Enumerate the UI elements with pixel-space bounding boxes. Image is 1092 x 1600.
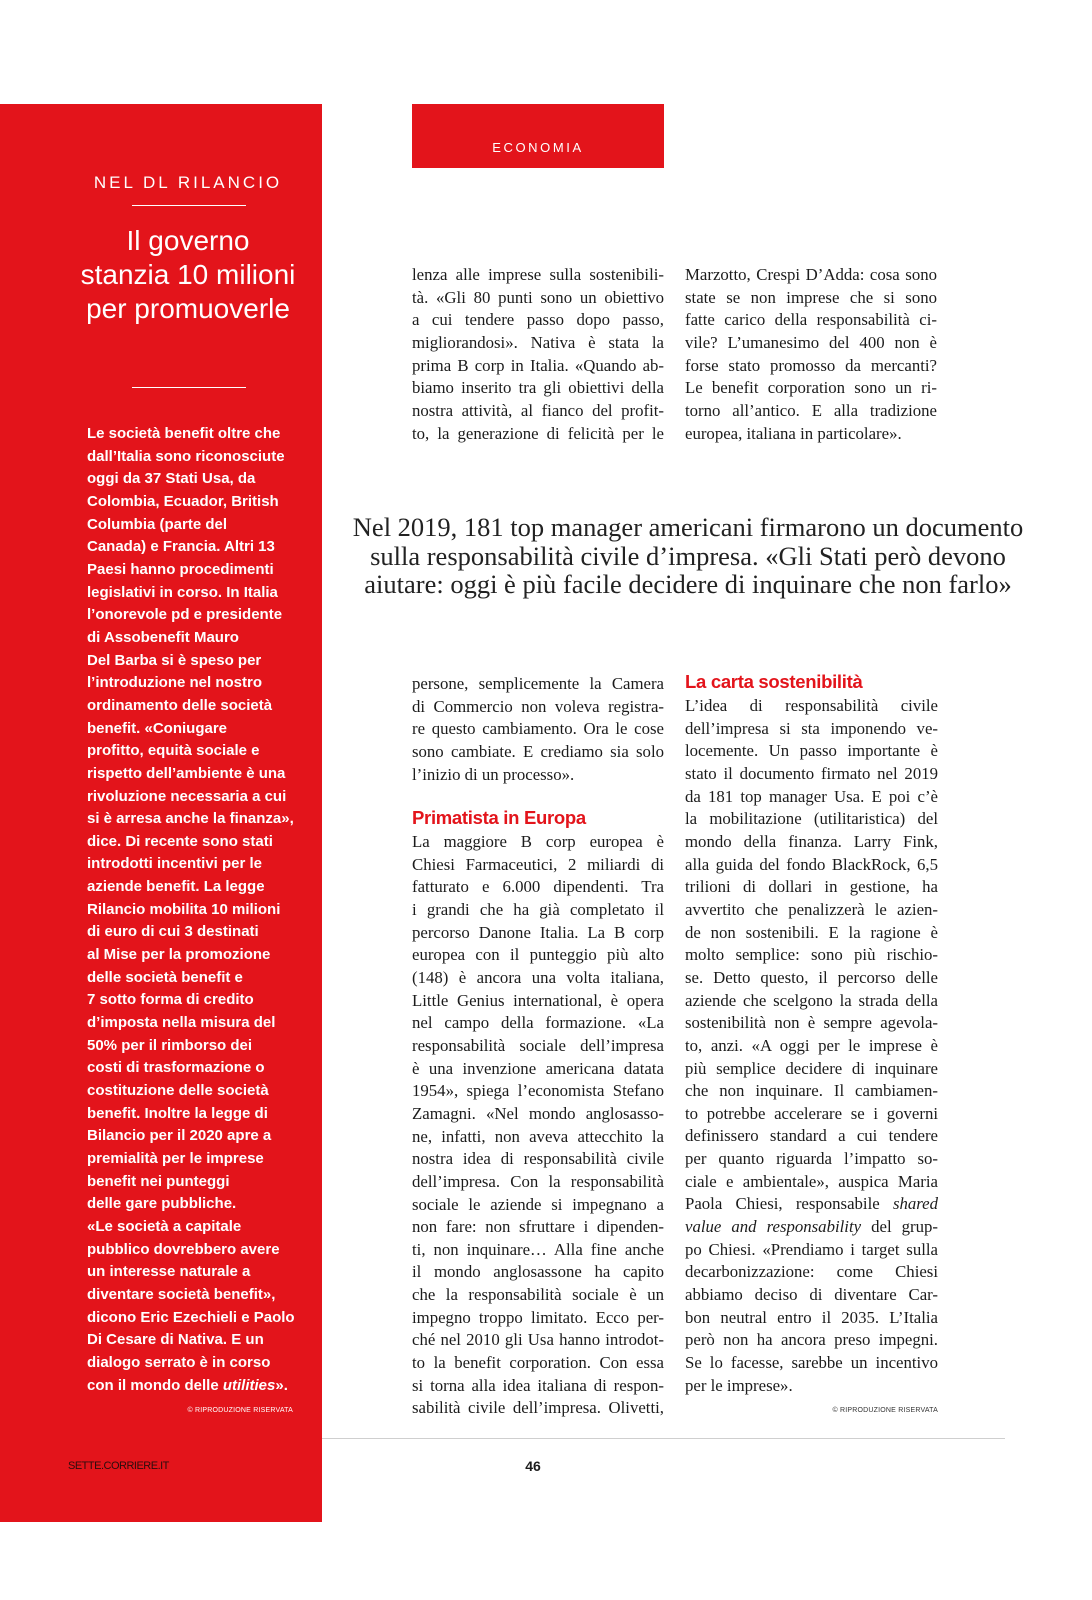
text-line: Chiesi Farmaceutici, 2 miliardi di — [412, 854, 664, 874]
article-column-2-top — [685, 264, 937, 445]
text-line: il mondo anglosassone ha capito — [412, 1262, 664, 1282]
text-line: introdotti incentivi per le — [87, 855, 263, 873]
text-line: l’inizio di un processo». — [412, 764, 575, 784]
article-column-1-top — [412, 264, 664, 445]
text-line: dice. Di recente sono stati — [87, 832, 273, 850]
text-line: oggi da 37 Stati Usa, da — [87, 470, 256, 488]
text-line: vile? L’umanesimo del 400 non è — [685, 332, 937, 352]
text-line: Marzotto, Crespi D’Adda: cosa sono — [685, 265, 937, 284]
text-line: La maggiore B corp europea è — [412, 832, 664, 851]
text-line: forse stato promosso da mercanti? — [685, 355, 937, 375]
text-line: i grandi che ha già completato il — [412, 899, 664, 919]
text-line: 50% per il rimborso dei — [87, 1036, 253, 1054]
subheading-carta-sostenibilita: La carta sostenibilità — [685, 671, 863, 692]
text-line: però non ha ancora preso impegni. — [685, 1330, 938, 1350]
sidebar-kicker: NEL DL RILANCIO — [93, 173, 283, 192]
text-line: benefit. Inoltre la legge di — [87, 1104, 268, 1122]
text-line: per le imprese». — [685, 1375, 793, 1395]
text-line: sono cambiate. E crediamo sia solo — [412, 741, 664, 761]
text-line: Bilancio per il 2020 apre a — [87, 1127, 272, 1145]
text-line: state se non imprese che si sono — [685, 287, 937, 307]
text-line: l’onorevole pd e presidente — [87, 606, 283, 624]
text-line: re questo cambiamento. Ora le cose — [412, 719, 664, 739]
pull-quote-line: Nel 2019, 181 top manager americani firmarono un documento — [352, 512, 1024, 542]
text-line: di Assobenefit Mauro — [87, 628, 239, 646]
text-line: tà. «Gli 80 punti sono un obiettivo — [412, 287, 664, 307]
text-line: ché nel 2010 gli Usa hanno introdot- — [412, 1330, 664, 1350]
text-line: un interesse naturale a — [87, 1263, 251, 1281]
italic-text: utilities — [222, 1376, 276, 1394]
text-line: dialogo serrato è in corso — [87, 1353, 271, 1371]
sidebar-title-line: Il governo — [126, 225, 250, 256]
text-line: delle gare pubbliche. — [87, 1195, 237, 1213]
text-line: a cui tendere passo dopo passo, — [412, 310, 664, 330]
text-line: to, la generazione di felicità per le — [412, 423, 664, 443]
text-line: migliorandosi». Nativa è stata la — [412, 332, 664, 352]
text-line: dall’Italia sono riconosciute — [87, 447, 285, 465]
text-line: dell’impresa. Con la responsabilità — [412, 1171, 664, 1191]
text-line: Paesi hanno procedimenti — [87, 560, 274, 578]
sidebar-copyright: © RIPRODUZIONE RISERVATA — [187, 1407, 293, 1414]
text-line: to potrebbe accelerare se i governi — [685, 1103, 938, 1123]
text-line: 1954», spiega l’economista Stefano — [412, 1081, 664, 1101]
text-line: è una invenzione americana datata — [412, 1058, 664, 1078]
text-line: biamo inserito tra gli obiettivi della — [412, 378, 664, 398]
text-line: avvertito che penalizzerà le azien- — [685, 899, 938, 919]
italic-text: shared — [892, 1194, 938, 1214]
text-line: Di Cesare di Nativa. E un — [87, 1331, 264, 1349]
text-line: po Chiesi. «Prendiamo i target sulla — [685, 1239, 938, 1259]
text-line: costituzione delle società — [87, 1082, 269, 1100]
footer-divider — [322, 1438, 1005, 1439]
text-line: Columbia (parte del — [87, 515, 228, 533]
sidebar-body — [87, 423, 319, 1397]
text-line: sostenibilità non è sempre agevola- — [685, 1013, 938, 1033]
text-line: «Le società a capitale — [87, 1217, 242, 1235]
text-segment: con il mondo delle — [87, 1376, 223, 1394]
text-line: ne, infatti, non aveva attecchito la — [412, 1126, 664, 1146]
text-line: percorso Danone Italia. La B corp — [412, 922, 664, 942]
text-line — [685, 1216, 938, 1239]
text-line: da 181 top manager Usa. E poi c’è — [685, 786, 938, 806]
text-segment: del grup- — [861, 1217, 938, 1237]
article-column-1-body — [412, 831, 664, 1420]
sidebar-title-line: stanzia 10 milioni — [80, 259, 296, 290]
text-line: europea con il punteggio più alto — [412, 945, 664, 965]
text-line: fatte carico della responsabilità ci- — [685, 310, 937, 330]
text-line: delle società benefit e — [87, 968, 243, 986]
text-line: lenza alle imprese sulla sostenibili- — [412, 265, 664, 284]
text-line: premialità per le imprese — [87, 1150, 264, 1167]
text-line: l’introduzione nel nostro — [87, 674, 262, 692]
text-line: Le benefit corporation sono un ri- — [685, 378, 937, 398]
text-line: per quanto riguarda l’impatto so- — [685, 1149, 938, 1169]
text-line: rispetto dell’ambiente è una — [87, 764, 286, 782]
text-line: nel campo della formazione. «La — [412, 1013, 664, 1033]
text-line: Canada) e Francia. Altri 13 — [87, 538, 275, 556]
text-line: locemente. Un passo importante è — [685, 741, 938, 761]
text-line: bon neutral entro il 2035. L’Italia — [685, 1307, 938, 1327]
text-line: (148) è ancora una volta italiana, — [412, 967, 664, 987]
footer-site: SETTE.CORRIERE.IT — [68, 1460, 169, 1472]
text-line — [87, 1375, 319, 1398]
text-line: to la benefit corporation. Con essa — [412, 1353, 664, 1373]
text-line: profitto, equità sociale e — [87, 742, 260, 760]
sidebar-title-line: per promuoverle — [86, 293, 290, 324]
text-line: rivoluzione necessaria a cui — [87, 787, 287, 805]
text-line: responsabilità sociale dell’impresa — [412, 1035, 664, 1055]
text-line: dicono Eric Ezechieli e Paolo — [87, 1308, 295, 1326]
text-line: Rilancio mobilita 10 milioni — [87, 900, 281, 918]
text-line: nostra attività, al fianco del profit- — [412, 400, 664, 420]
text-line: aziende che scelgono la strada della — [685, 990, 938, 1010]
text-line: diventare società benefit», — [87, 1285, 276, 1303]
text-line: Se lo facesse, sarebbe un incentivo — [685, 1353, 938, 1373]
subheading-primatista: Primatista in Europa — [412, 807, 586, 828]
text-line: costi di trasformazione o — [87, 1059, 265, 1077]
section-tab — [412, 104, 664, 168]
text-line: decarbonizzazione: come Chiesi — [685, 1262, 938, 1282]
text-line: molto semplice: sono più rischio- — [685, 945, 938, 965]
text-line: dell’impresa si sta imponendo ve- — [685, 718, 938, 738]
italic-text: value and responsability — [685, 1217, 862, 1237]
text-line: si torna alla idea italiana di respon- — [412, 1375, 664, 1395]
text-line — [685, 1193, 938, 1216]
section-label: ECONOMIA — [492, 140, 584, 155]
text-line: sabilità civile dell’impresa. Olivetti, — [412, 1398, 664, 1418]
text-line: ciale e ambientale», auspica Maria — [685, 1171, 938, 1191]
text-line: definissero standard a cui tendere — [685, 1126, 938, 1146]
sidebar-title — [54, 224, 322, 326]
text-line: persone, semplicemente la Camera — [412, 674, 664, 693]
text-line: prima B corp in Italia. «Quando ab- — [412, 355, 664, 375]
text-line: mondo della finanza. Larry Fink, — [685, 831, 938, 851]
text-line: benefit. «Coniugare — [87, 719, 228, 737]
text-line: non fare: non sfruttare i dipenden- — [412, 1217, 664, 1237]
text-line: ti, non inquinare… Alla fine anche — [412, 1239, 664, 1259]
article-copyright: © RIPRODUZIONE RISERVATA — [832, 1407, 938, 1414]
text-line: abbiamo deciso di diventare Car- — [685, 1285, 938, 1305]
text-line: fatturato e 6.000 dipendenti. Tra — [412, 877, 664, 897]
text-line: Del Barba si è speso per — [87, 651, 262, 669]
text-line: ordinamento delle società — [87, 696, 273, 714]
pull-quote-line: sulla responsabilità civile d’impresa. «Gli Stati però devono — [370, 540, 1006, 571]
text-line: Colombia, Ecuador, British — [87, 492, 279, 510]
text-line: benefit nei punteggi — [87, 1172, 230, 1190]
text-line: d’imposta nella misura del — [87, 1014, 276, 1032]
text-segment: Paola Chiesi, responsabile — [685, 1194, 893, 1214]
text-line: de non sostenibili. E la ragione è — [685, 922, 938, 942]
pull-quote-line: aiutare: oggi è più facile decidere di inquinare che non farlo» — [364, 569, 1012, 599]
text-line: al Mise per la promozione — [87, 946, 271, 964]
page-number: 46 — [525, 1458, 541, 1474]
sidebar-divider-bottom — [132, 387, 246, 388]
text-line: nostra idea di responsabilità civile — [412, 1149, 664, 1169]
text-line: to, anzi. «A oggi per le imprese è — [685, 1035, 938, 1055]
text-line: aziende benefit. La legge — [87, 878, 265, 896]
text-segment: ». — [275, 1376, 288, 1394]
text-line: 7 sotto forma di credito — [87, 991, 254, 1009]
article-column-2-body — [685, 695, 938, 1397]
text-line: che la responsabilità sociale è un — [412, 1285, 664, 1305]
text-line: L’idea di responsabilità civile — [685, 696, 938, 715]
text-line: pubblico dovrebbero avere — [87, 1240, 280, 1258]
text-line: trilioni di dollari in gestione, ha — [685, 877, 938, 897]
text-line: Zamagni. «Nel mondo anglosasso- — [412, 1103, 664, 1123]
pull-quote — [340, 513, 1036, 599]
article-column-1-intro — [412, 673, 664, 786]
text-line: torno all’antico. E alla tradizione — [685, 400, 937, 420]
sidebar-divider-top — [132, 205, 246, 206]
text-line: di Commercio non voleva registra- — [412, 696, 664, 716]
text-line: stato il documento firmato nel 2019 — [685, 763, 938, 783]
text-line: si è arresa anche la finanza», — [87, 810, 294, 828]
text-line: che non inquinare. Il cambiamen- — [685, 1081, 938, 1101]
text-line: più semplice decidere di inquinare — [685, 1058, 938, 1078]
text-line: legislativi in corso. In Italia — [87, 583, 278, 601]
text-line: Le società benefit oltre che — [87, 425, 281, 442]
text-line: impegno troppo limitato. Ecco per- — [412, 1307, 664, 1327]
text-line: la mobilitazione (utilitaristica) del — [685, 809, 938, 829]
text-line: alla guida del fondo BlackRock, 6,5 — [685, 854, 938, 874]
text-line: europea, italiana in particolare». — [685, 423, 902, 443]
text-line: se. Detto questo, il percorso delle — [685, 967, 938, 987]
text-line: di euro di cui 3 destinati — [87, 923, 259, 941]
text-line: Little Genius international, è opera — [412, 990, 664, 1010]
text-line: sociale le aziende si impegnano a — [412, 1194, 664, 1214]
